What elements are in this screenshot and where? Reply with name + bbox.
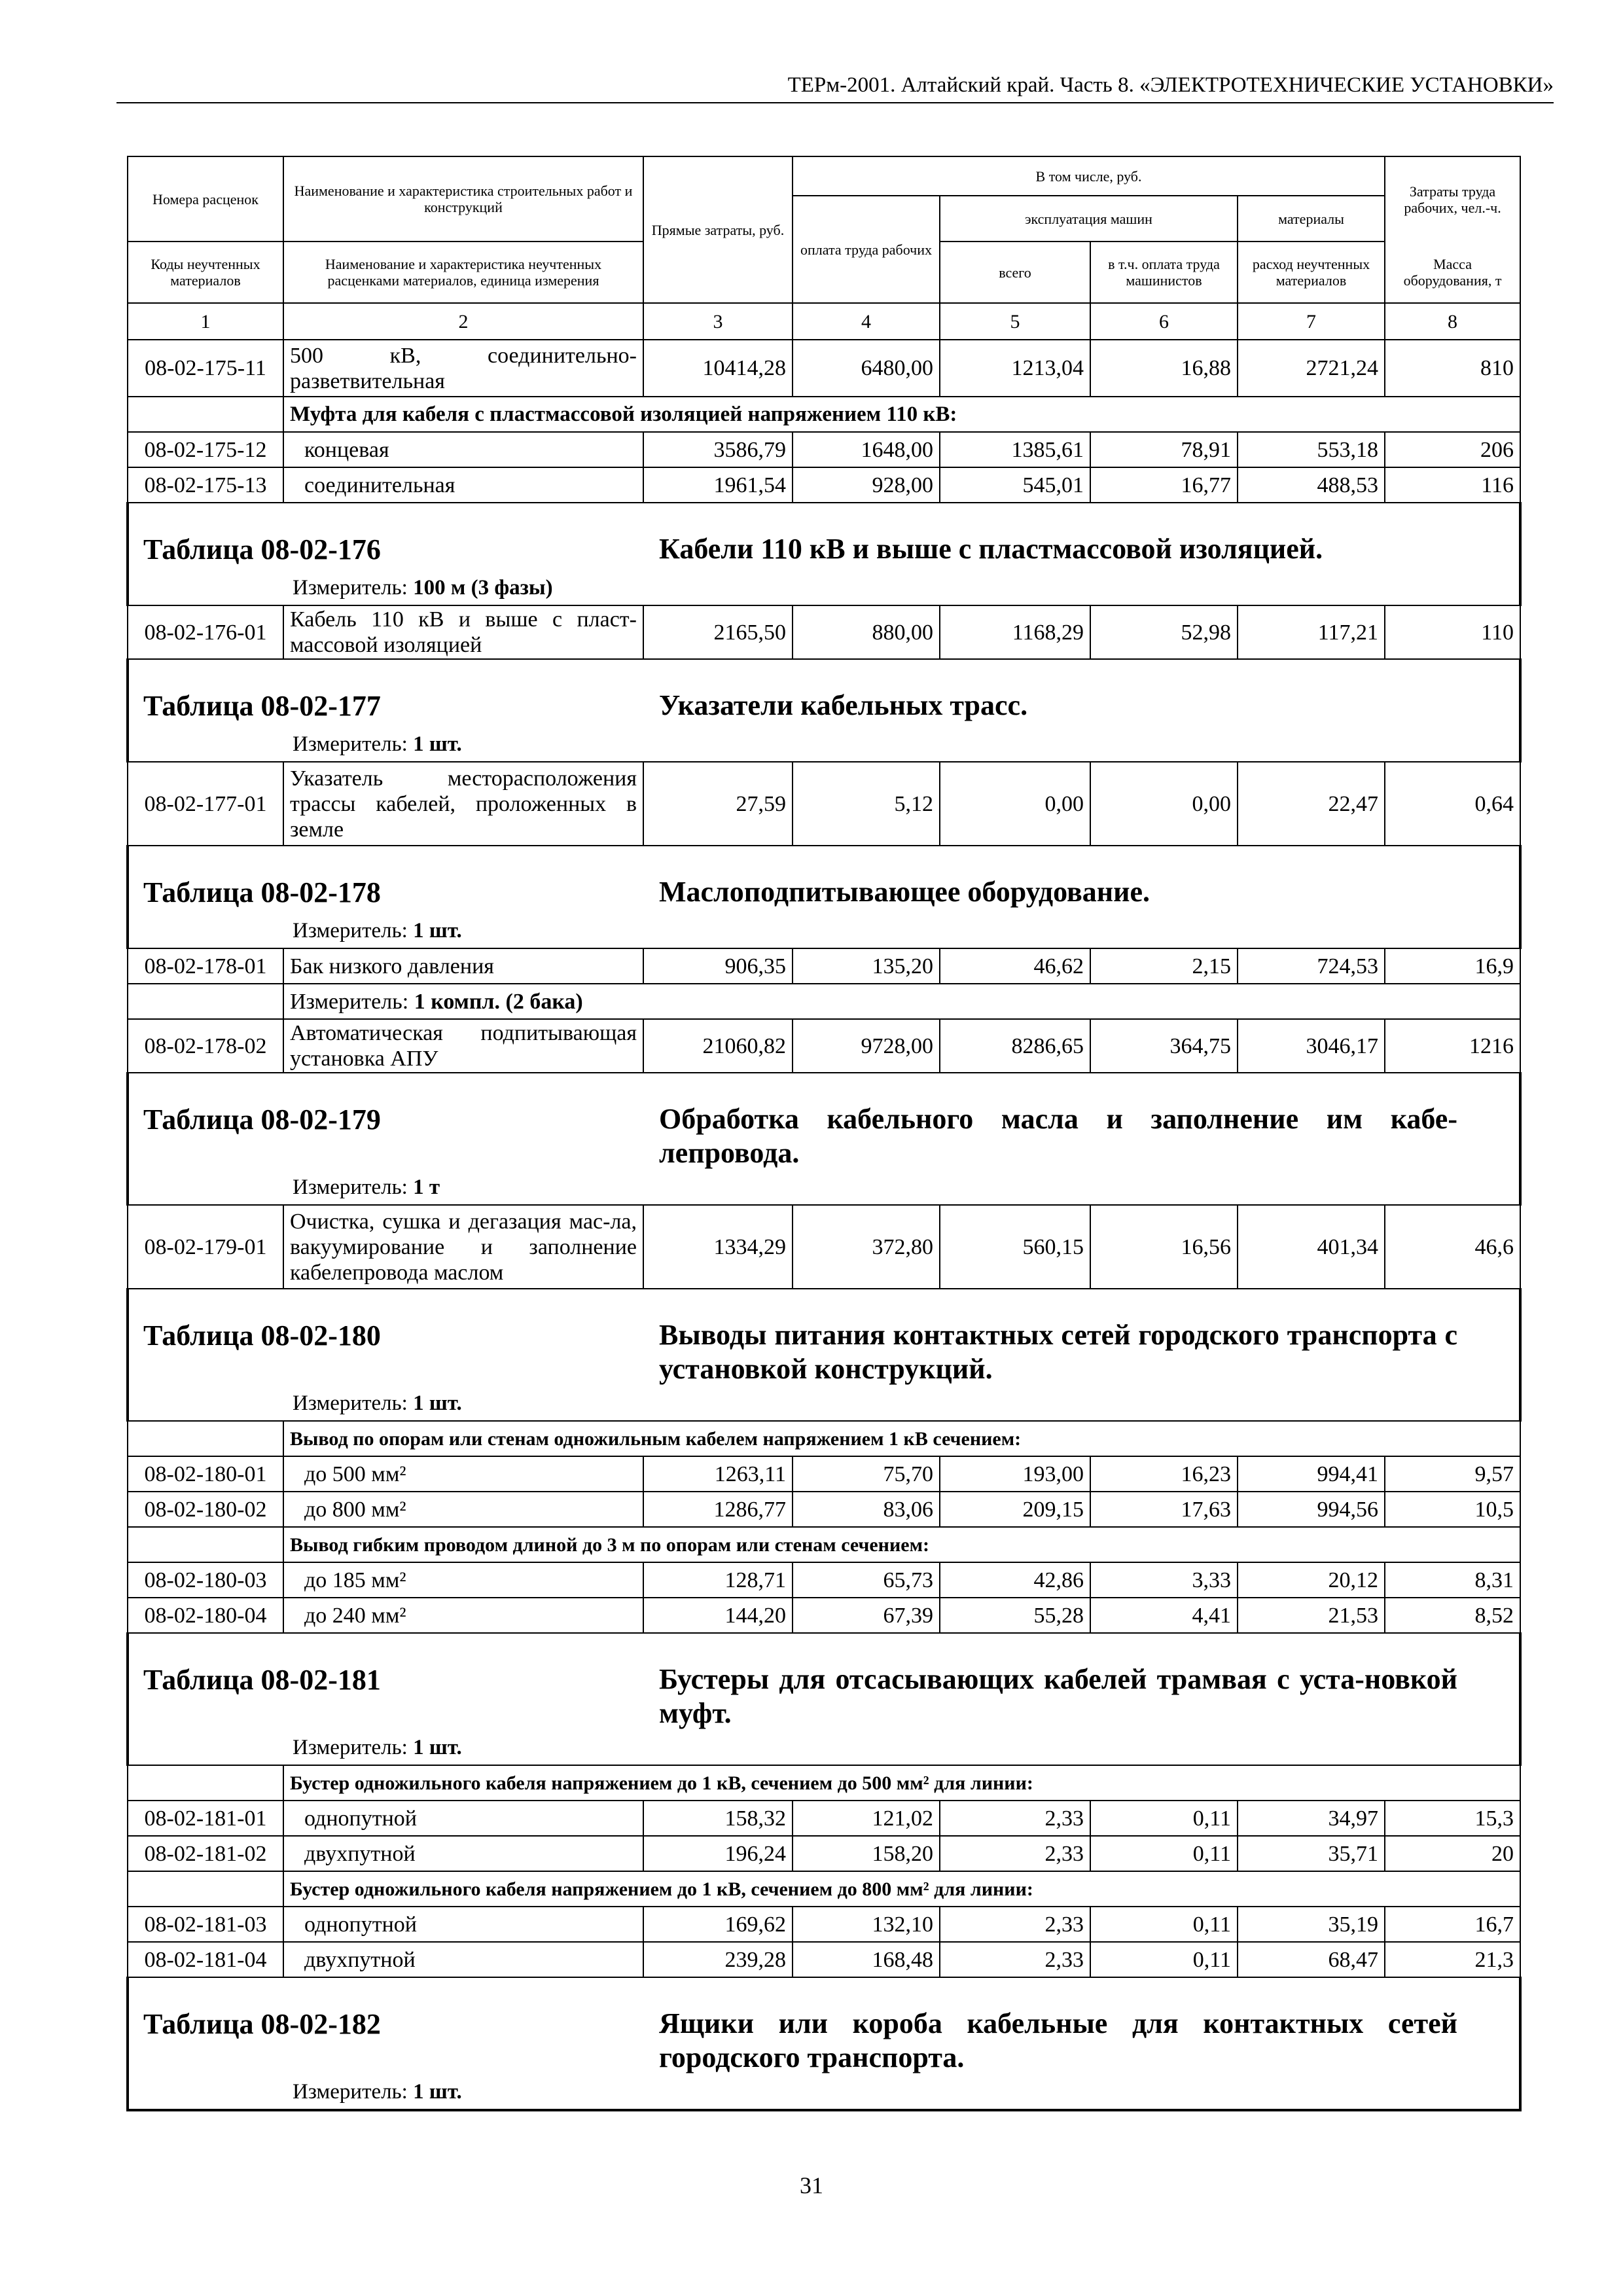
col-number: 5 xyxy=(940,303,1090,340)
table-section xyxy=(129,503,1519,605)
table-section xyxy=(129,1978,1519,2109)
hdr-work-name: Наименование и характеристика строительных работ и конструкций xyxy=(283,156,643,242)
rate-code: 08-02-176-01 xyxy=(128,605,283,659)
materials: 35,71 xyxy=(1238,1836,1385,1871)
machinist-pay: 0,00 xyxy=(1090,762,1238,846)
col-number: 4 xyxy=(793,303,940,340)
rate-code: 08-02-177-01 xyxy=(128,762,283,846)
table-heading: Обработка кабельного масла и заполнение им кабе-лепровода. xyxy=(659,1103,1457,1169)
direct-costs: 27,59 xyxy=(643,762,793,846)
direct-costs: 239,28 xyxy=(643,1942,793,1977)
labor-cost: 10,5 xyxy=(1385,1492,1520,1527)
direct-costs: 169,62 xyxy=(643,1907,793,1942)
materials: 994,41 xyxy=(1238,1456,1385,1492)
group-heading: Вывод гибким проводом длиной до 3 м по опорам или стенам сечением: xyxy=(283,1527,1520,1562)
table-row xyxy=(128,1562,1520,1598)
hdr-machines: эксплуатация машин xyxy=(940,196,1238,242)
hdr-direct-costs: Прямые затраты, руб. xyxy=(643,156,793,303)
col-number: 2 xyxy=(283,303,643,340)
table-row xyxy=(128,1907,1520,1942)
direct-costs: 196,24 xyxy=(643,1836,793,1871)
machinist-pay: 52,98 xyxy=(1090,605,1238,659)
labor-pay: 1648,00 xyxy=(793,432,940,467)
table-row xyxy=(128,605,1520,659)
table-section xyxy=(129,1073,1519,1204)
rate-name: до 500 мм² xyxy=(283,1456,643,1492)
machines-total: 1385,61 xyxy=(940,432,1090,467)
table-heading: Указатели кабельных трасс. xyxy=(659,689,1028,721)
materials: 3046,17 xyxy=(1238,1019,1385,1073)
machines-total: 55,28 xyxy=(940,1598,1090,1633)
materials: 35,19 xyxy=(1238,1907,1385,1942)
labor-cost: 21,3 xyxy=(1385,1942,1520,1977)
machinist-pay: 16,88 xyxy=(1090,340,1238,397)
labor-cost: 0,64 xyxy=(1385,762,1520,846)
table-row xyxy=(128,762,1520,846)
labor-pay: 65,73 xyxy=(793,1562,940,1598)
rate-code: 08-02-178-02 xyxy=(128,1019,283,1073)
labor-cost: 15,3 xyxy=(1385,1801,1520,1836)
rate-code: 08-02-175-11 xyxy=(128,340,283,397)
rate-code: 08-02-175-13 xyxy=(128,467,283,503)
table-row xyxy=(128,1456,1520,1492)
labor-cost: 46,6 xyxy=(1385,1205,1520,1289)
rate-name: Очистка, сушка и дегазация мас-ла, вакуумирование и заполнение кабелепровода маслом xyxy=(283,1205,643,1289)
materials: 34,97 xyxy=(1238,1801,1385,1836)
table-heading: Кабели 110 кВ и выше с пластмассовой изоляцией. xyxy=(659,533,1323,565)
rate-name: соединительная xyxy=(283,467,643,503)
measure-unit: Измеритель: 1 шт. xyxy=(293,732,462,756)
labor-pay: 121,02 xyxy=(793,1801,940,1836)
rate-code: 08-02-181-04 xyxy=(128,1942,283,1977)
rate-name: Указатель месторасположения трассы кабелей, проложенных в земле xyxy=(283,762,643,846)
machines-total: 2,33 xyxy=(940,1907,1090,1942)
table-row xyxy=(128,1801,1520,1836)
direct-costs: 128,71 xyxy=(643,1562,793,1598)
machines-total: 1168,29 xyxy=(940,605,1090,659)
materials: 117,21 xyxy=(1238,605,1385,659)
group-heading: Бустер одножильного кабеля напряжением до 1 кВ, сечением до 500 мм² для линии: xyxy=(283,1765,1520,1801)
labor-cost: 1216 xyxy=(1385,1019,1520,1073)
rate-name: Бак низкого давления xyxy=(283,948,643,984)
table-heading: Выводы питания контактных сетей городского транспорта с установкой конструкций. xyxy=(659,1319,1457,1385)
page-number: 31 xyxy=(800,2172,823,2198)
table-title: Таблица 08-02-180 xyxy=(143,1319,381,1352)
labor-cost: 9,57 xyxy=(1385,1456,1520,1492)
group-heading: Муфта для кабеля с пластмассовой изоляцией напряжением 110 кВ: xyxy=(283,397,1520,432)
rate-name: однопутной xyxy=(283,1801,643,1836)
machinist-pay: 16,77 xyxy=(1090,467,1238,503)
machines-total: 42,86 xyxy=(940,1562,1090,1598)
direct-costs: 144,20 xyxy=(643,1598,793,1633)
rate-code: 08-02-180-04 xyxy=(128,1598,283,1633)
direct-costs: 2165,50 xyxy=(643,605,793,659)
labor-pay: 6480,00 xyxy=(793,340,940,397)
table-title: Таблица 08-02-179 xyxy=(143,1103,381,1136)
machines-total: 209,15 xyxy=(940,1492,1090,1527)
machines-total: 0,00 xyxy=(940,762,1090,846)
rate-code: 08-02-180-03 xyxy=(128,1562,283,1598)
hdr-labor-pay: оплата труда рабочих xyxy=(793,196,940,303)
hdr-material-names: Наименование и характеристика неучтенных расценками материалов, единица измерения xyxy=(283,242,643,303)
machinist-pay: 364,75 xyxy=(1090,1019,1238,1073)
table-row xyxy=(128,1492,1520,1527)
rate-code: 08-02-175-12 xyxy=(128,432,283,467)
group-heading: Бустер одножильного кабеля напряжением до 1 кВ, сечением до 800 мм² для линии: xyxy=(283,1871,1520,1907)
labor-cost: 116 xyxy=(1385,467,1520,503)
hdr-machinist-pay: в т.ч. оплата труда машинистов xyxy=(1090,242,1238,303)
machinist-pay: 0,11 xyxy=(1090,1836,1238,1871)
materials: 994,56 xyxy=(1238,1492,1385,1527)
labor-cost: 110 xyxy=(1385,605,1520,659)
labor-pay: 880,00 xyxy=(793,605,940,659)
rate-name: до 240 мм² xyxy=(283,1598,643,1633)
labor-pay: 75,70 xyxy=(793,1456,940,1492)
rate-name: 500 кВ, соединительно-разветвительная xyxy=(283,340,643,397)
machinist-pay: 0,11 xyxy=(1090,1942,1238,1977)
materials: 68,47 xyxy=(1238,1942,1385,1977)
table-title: Таблица 08-02-177 xyxy=(143,690,381,722)
table-heading: Маслоподпитывающее оборудование. xyxy=(659,876,1150,908)
table-heading: Бустеры для отсасывающих кабелей трамвая с уста-новкой муфт. xyxy=(659,1663,1457,1729)
table-row xyxy=(128,1598,1520,1633)
materials: 20,12 xyxy=(1238,1562,1385,1598)
col-number: 6 xyxy=(1090,303,1238,340)
table-row xyxy=(128,1019,1520,1073)
labor-cost: 8,31 xyxy=(1385,1562,1520,1598)
table-row xyxy=(128,1205,1520,1289)
col-number: 1 xyxy=(128,303,283,340)
hdr-unaccounted-materials: расход неучтенных материалов xyxy=(1238,242,1385,303)
machinist-pay: 17,63 xyxy=(1090,1492,1238,1527)
labor-pay: 372,80 xyxy=(793,1205,940,1289)
rate-name: двухпутной xyxy=(283,1942,643,1977)
rate-name: Кабель 110 кВ и выше с пласт-массовой изоляцией xyxy=(283,605,643,659)
labor-pay: 928,00 xyxy=(793,467,940,503)
machinist-pay: 0,11 xyxy=(1090,1801,1238,1836)
hdr-equipment-mass: Масса оборудования, т xyxy=(1385,242,1520,303)
direct-costs: 21060,82 xyxy=(643,1019,793,1073)
measure-unit: Измеритель: 1 компл. (2 бака) xyxy=(283,984,1520,1019)
group-heading: Вывод по опорам или стенам одножильным кабелем напряжением 1 кВ сечением: xyxy=(283,1421,1520,1456)
running-header: ТЕРм-2001. Алтайский край. Часть 8. «ЭЛЕКТРОТЕХНИЧЕСКИЕ УСТАНОВКИ» xyxy=(116,71,1554,103)
rate-code: 08-02-180-02 xyxy=(128,1492,283,1527)
machines-total: 2,33 xyxy=(940,1836,1090,1871)
hdr-including: В том числе, руб. xyxy=(793,156,1385,196)
table-title: Таблица 08-02-181 xyxy=(143,1664,381,1696)
col-number: 7 xyxy=(1238,303,1385,340)
machines-total: 1213,04 xyxy=(940,340,1090,397)
table-title: Таблица 08-02-182 xyxy=(143,2008,381,2040)
direct-costs: 906,35 xyxy=(643,948,793,984)
labor-pay: 168,48 xyxy=(793,1942,940,1977)
measure-unit: Измеритель: 1 шт. xyxy=(293,2080,462,2104)
rates-table xyxy=(126,156,1522,2111)
labor-pay: 9728,00 xyxy=(793,1019,940,1073)
table-section xyxy=(129,1634,1519,1765)
measure-unit: Измеритель: 1 шт. xyxy=(293,1736,462,1759)
rate-name: до 185 мм² xyxy=(283,1562,643,1598)
table-title: Таблица 08-02-178 xyxy=(143,876,381,908)
machinist-pay: 3,33 xyxy=(1090,1562,1238,1598)
hdr-machines-total: всего xyxy=(940,242,1090,303)
table-section xyxy=(129,660,1519,761)
table-section xyxy=(129,846,1519,948)
materials: 2721,24 xyxy=(1238,340,1385,397)
measure-unit: Измеритель: 1 шт. xyxy=(293,919,462,942)
col-number: 3 xyxy=(643,303,793,340)
table-row xyxy=(128,340,1520,397)
labor-cost: 20 xyxy=(1385,1836,1520,1871)
materials: 724,53 xyxy=(1238,948,1385,984)
machines-total: 46,62 xyxy=(940,948,1090,984)
table-section xyxy=(129,1289,1519,1420)
materials: 553,18 xyxy=(1238,432,1385,467)
labor-pay: 132,10 xyxy=(793,1907,940,1942)
direct-costs: 1263,11 xyxy=(643,1456,793,1492)
materials: 401,34 xyxy=(1238,1205,1385,1289)
table-row xyxy=(128,1836,1520,1871)
rate-code: 08-02-181-01 xyxy=(128,1801,283,1836)
labor-pay: 158,20 xyxy=(793,1836,940,1871)
table-heading: Ящики или короба кабельные для контактных сетей городского транспорта. xyxy=(659,2007,1457,2073)
materials: 21,53 xyxy=(1238,1598,1385,1633)
machinist-pay: 78,91 xyxy=(1090,432,1238,467)
rate-code: 08-02-179-01 xyxy=(128,1205,283,1289)
rate-name: Автоматическая подпитывающая установка АПУ xyxy=(283,1019,643,1073)
labor-cost: 810 xyxy=(1385,340,1520,397)
machines-total: 193,00 xyxy=(940,1456,1090,1492)
labor-cost: 16,9 xyxy=(1385,948,1520,984)
machines-total: 545,01 xyxy=(940,467,1090,503)
rate-name: до 800 мм² xyxy=(283,1492,643,1527)
measure-unit: Измеритель: 100 м (3 фазы) xyxy=(293,576,553,600)
machinist-pay: 16,23 xyxy=(1090,1456,1238,1492)
measure-unit: Измеритель: 1 шт. xyxy=(293,1391,462,1415)
rate-code: 08-02-181-02 xyxy=(128,1836,283,1871)
hdr-labor-cost: Затраты труда рабочих, чел.-ч. xyxy=(1385,156,1520,242)
direct-costs: 1961,54 xyxy=(643,467,793,503)
rate-code: 08-02-178-01 xyxy=(128,948,283,984)
labor-pay: 83,06 xyxy=(793,1492,940,1527)
machines-total: 8286,65 xyxy=(940,1019,1090,1073)
machines-total: 560,15 xyxy=(940,1205,1090,1289)
machines-total: 2,33 xyxy=(940,1801,1090,1836)
rate-code: 08-02-181-03 xyxy=(128,1907,283,1942)
machinist-pay: 4,41 xyxy=(1090,1598,1238,1633)
table-row xyxy=(128,467,1520,503)
hdr-materials: материалы xyxy=(1238,196,1385,242)
col-number: 8 xyxy=(1385,303,1520,340)
labor-cost: 8,52 xyxy=(1385,1598,1520,1633)
direct-costs: 3586,79 xyxy=(643,432,793,467)
direct-costs: 158,32 xyxy=(643,1801,793,1836)
table-row xyxy=(128,432,1520,467)
rate-name: однопутной xyxy=(283,1907,643,1942)
machines-total: 2,33 xyxy=(940,1942,1090,1977)
table-row xyxy=(128,948,1520,984)
hdr-rate-numbers: Номера расценок xyxy=(128,156,283,242)
labor-cost: 16,7 xyxy=(1385,1907,1520,1942)
materials: 488,53 xyxy=(1238,467,1385,503)
rate-name: двухпутной xyxy=(283,1836,643,1871)
materials: 22,47 xyxy=(1238,762,1385,846)
table-title: Таблица 08-02-176 xyxy=(143,533,381,565)
labor-pay: 5,12 xyxy=(793,762,940,846)
rate-name: концевая xyxy=(283,432,643,467)
measure-unit: Измеритель: 1 т xyxy=(293,1175,440,1199)
labor-pay: 67,39 xyxy=(793,1598,940,1633)
labor-pay: 135,20 xyxy=(793,948,940,984)
direct-costs: 1334,29 xyxy=(643,1205,793,1289)
machinist-pay: 16,56 xyxy=(1090,1205,1238,1289)
labor-cost: 206 xyxy=(1385,432,1520,467)
hdr-material-codes: Коды неучтенных материалов xyxy=(128,242,283,303)
machinist-pay: 0,11 xyxy=(1090,1907,1238,1942)
direct-costs: 10414,28 xyxy=(643,340,793,397)
direct-costs: 1286,77 xyxy=(643,1492,793,1527)
table-row xyxy=(128,1942,1520,1977)
rate-code: 08-02-180-01 xyxy=(128,1456,283,1492)
machinist-pay: 2,15 xyxy=(1090,948,1238,984)
